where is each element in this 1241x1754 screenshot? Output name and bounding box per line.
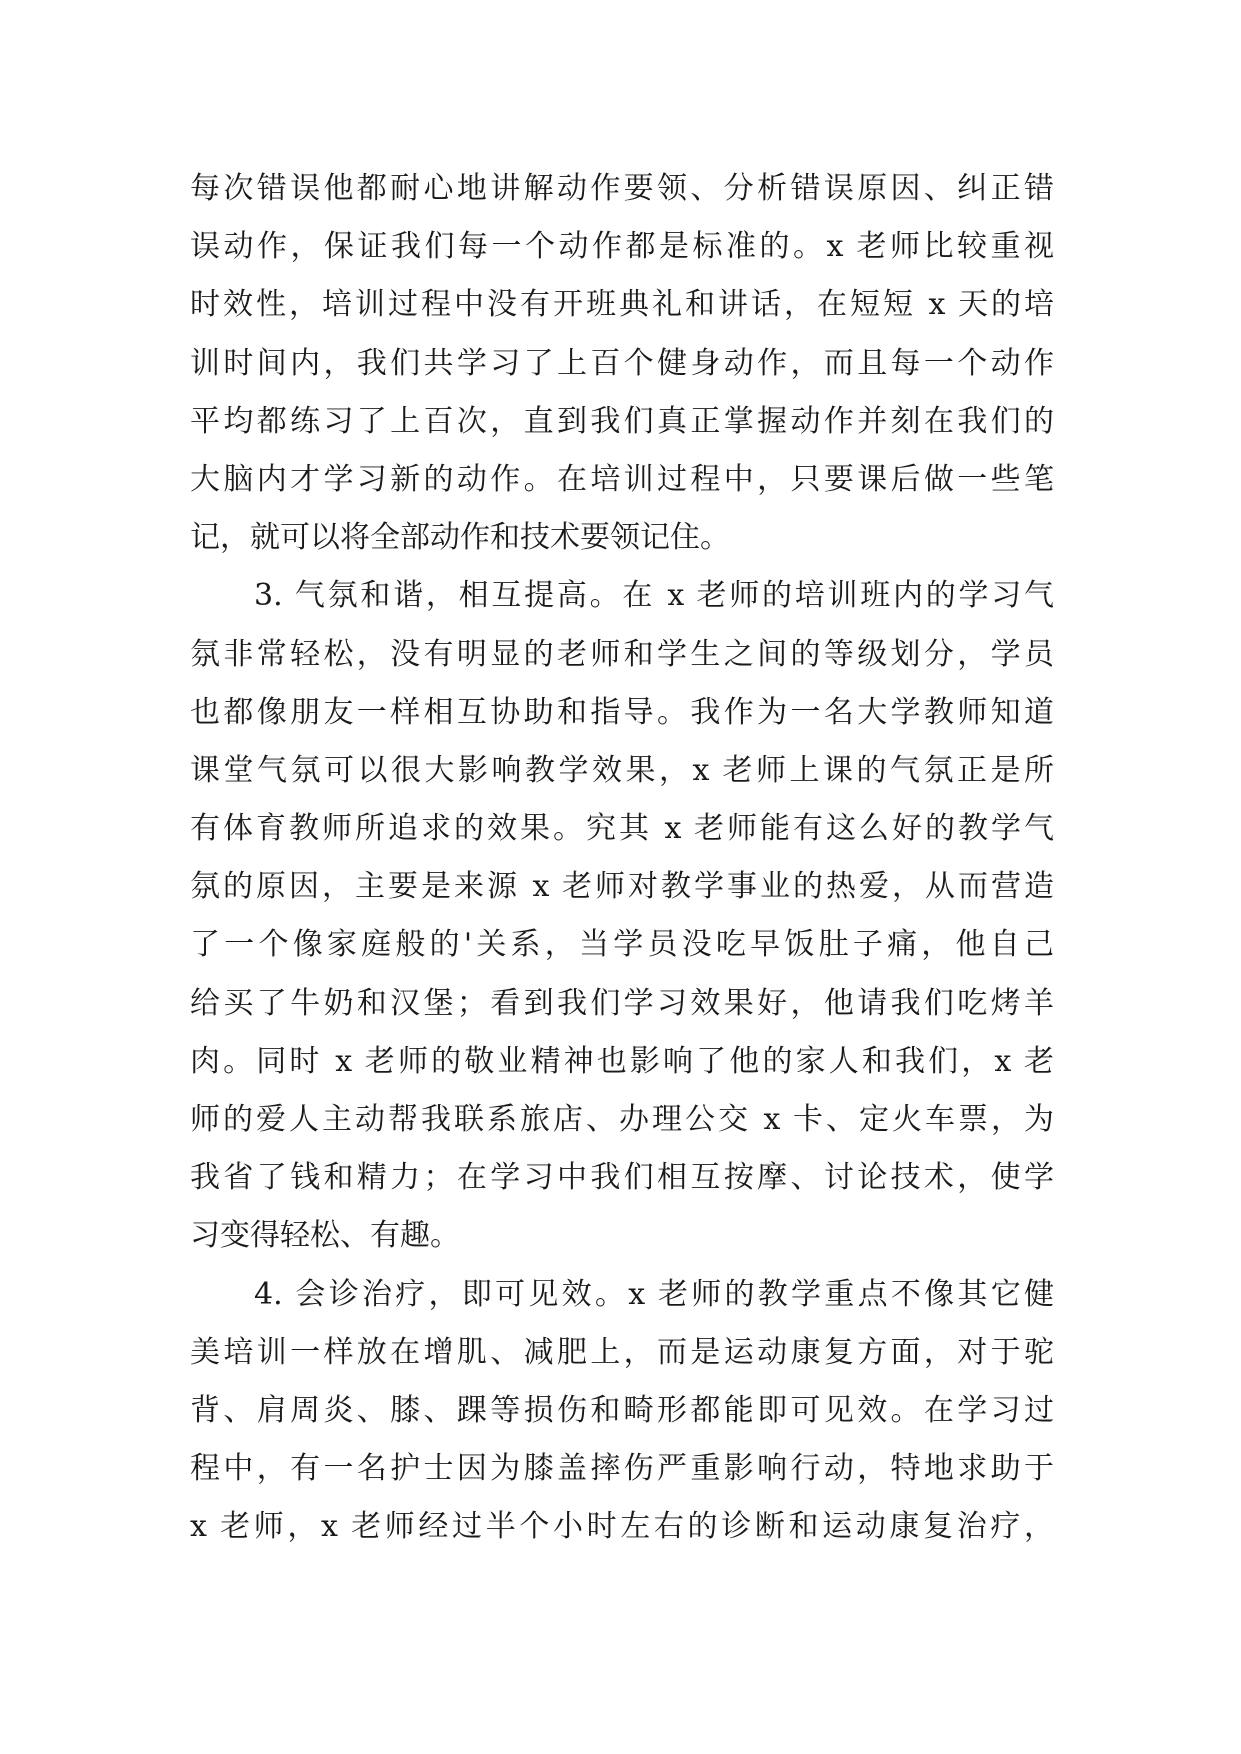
- text-line: 训时间内，我们共学习了上百个健身动作，而且每一个动作: [190, 345, 1054, 381]
- text-line: 美培训一样放在增肌、减肥上，而是运动康复方面，对于驼: [190, 1334, 1054, 1370]
- text-line: 大脑内才学习新的动作。在培训过程中，只要课后做一些笔: [190, 461, 1054, 497]
- text-line: 给买了牛奶和汉堡；看到我们学习效果好，他请我们吃烤羊: [190, 985, 1054, 1021]
- text-line: 习变得轻松、有趣。: [190, 1218, 460, 1254]
- text-line: 了一个像家庭般的'关系，当学员没吃早饭肚子痛，他自己: [190, 927, 1054, 963]
- text-line: 我省了钱和精力；在学习中我们相互按摩、讨论技术，使学: [190, 1160, 1054, 1196]
- text-line: 也都像朋友一样相互协助和指导。我作为一名大学教师知道: [190, 694, 1054, 730]
- text-line: 肉。同时 x 老师的敬业精神也影响了他的家人和我们，x 老: [190, 1043, 1054, 1079]
- text-line: 时效性，培训过程中没有开班典礼和讲话，在短短 x 天的培: [190, 287, 1054, 323]
- text-line: 误动作，保证我们每一个动作都是标准的。x 老师比较重视: [190, 229, 1054, 265]
- text-line: x 老师，x 老师经过半个小时左右的诊断和运动康复治疗，: [190, 1509, 1054, 1545]
- text-line: 有体育教师所追求的效果。究其 x 老师能有这么好的教学气: [190, 811, 1054, 847]
- text-line: 氛非常轻松，没有明显的老师和学生之间的等级划分，学员: [190, 636, 1054, 672]
- body-text: [190, 160, 1054, 1557]
- text-line: 记，就可以将全部动作和技术要领记住。: [190, 520, 730, 556]
- text-line: 背、肩周炎、膝、踝等损伤和畸形都能即可见效。在学习过: [190, 1392, 1054, 1428]
- text-line: 每次错误他都耐心地讲解动作要领、分析错误原因、纠正错: [190, 171, 1054, 206]
- text-line: 氛的原因，主要是来源 x 老师对教学事业的热爱，从而营造: [190, 869, 1054, 905]
- paragraph-4-heading-line: 4. 会诊治疗，即可见效。x 老师的教学重点不像其它健: [254, 1276, 1054, 1312]
- paragraph-3-heading-line: 3. 气氛和谐，相互提高。在 x 老师的培训班内的学习气: [254, 578, 1054, 614]
- text-line: 平均都练习了上百次，直到我们真正掌握动作并刻在我们的: [190, 403, 1054, 439]
- text-line: 课堂气氛可以很大影响教学效果，x 老师上课的气氛正是所: [190, 752, 1054, 788]
- text-line: 师的爱人主动帮我联系旅店、办理公交 x 卡、定火车票，为: [190, 1102, 1054, 1137]
- text-line: 程中，有一名护士因为膝盖摔伤严重影响行动，特地求助于: [190, 1451, 1054, 1487]
